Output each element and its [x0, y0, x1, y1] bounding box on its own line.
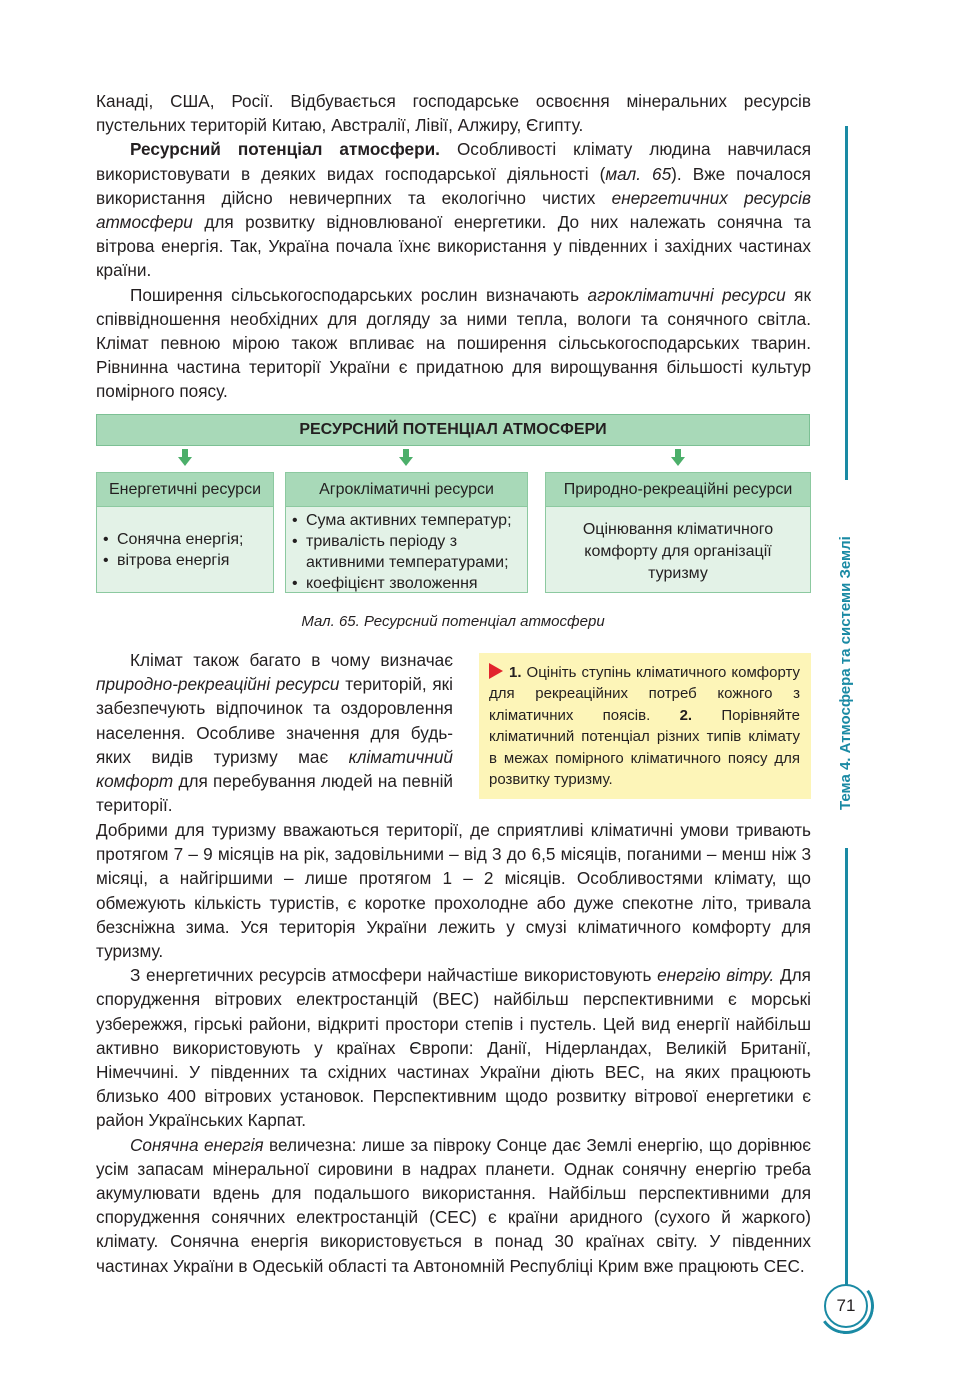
figure-caption: Мал. 65. Ресурсний потенціал атмосфери [301, 613, 605, 630]
arrow-down-icon [399, 449, 413, 467]
diagram-box-recreation [545, 472, 811, 593]
diagram-box-energy [96, 472, 274, 593]
figure-ref: мал. 65 [605, 163, 672, 184]
diagram-title: РЕСУРСНИЙ ПОТЕНЦІАЛ АТМОСФЕРИ [96, 414, 810, 446]
side-topic-label: Тема 4. Атмосфера та системи Землі [837, 536, 854, 810]
arrow-down-icon [671, 449, 685, 467]
paragraph-2: Ресурсний потенціал атмосфери. Особливості клімату людина навчилася використовувати в деяких видах господарської діяльності (мал. 65). Вже почалося використання дійсно невичерпних та екологічно чистих енергетичних ресурсів атмосфери для розвитку відновлюваної енергетики. До них належать сонячна та вітрова енергія. Так, Україна почала їхнє використання у південних і західних частинах країни. [96, 139, 811, 281]
top-text-block [96, 89, 811, 404]
side-divider [845, 848, 848, 1288]
paragraph-5: З енергетичних ресурсів атмосфери найчастіше використовують енергію вітру. Для спорудження вітрових електростанцій (ВЕС) найбільш перспективними є морські узбережжя, гірські райони, відкриті простори степів і пустель. Цей вид енергії найбільш активно використовують у країнах Європи: Данії, Нідерландах, Великій Британії, Німеччині. У південних та східних частинах України діють ВЕС, на яких працюють близько 400 вітрових установок. Перспективним щодо розвитку вітрової енергетики є район Українських Карпат. [96, 965, 811, 1131]
list-item: • Сонячна енергія; [97, 529, 273, 550]
box-body [97, 507, 273, 571]
side-divider [845, 126, 848, 480]
task-box: 1. Оцініть ступінь кліматичного комфорту для рекреаційних потреб кожного з кліматичних поясів. 2. Порівняйте кліматичний потенціал різних типів клімату в межах помірного кліматичного поясу для розвитку туризму. [479, 653, 811, 799]
arrow-down-icon [178, 449, 192, 467]
task-marker-icon [489, 663, 503, 679]
bottom-text-block [96, 818, 811, 1278]
paragraph-4-end: Добрими для туризму вважаються території, де сприятливі кліматичні умови тривають протягом 7 – 9 місяців на рік, задовільними – від 3 до 6,5 місяців, поганими – менш ніж 3 місяці, а найгіршими – лише протягом 1 – 2 місяців. Особливостями клімату, що обмежують кількість туристів, є коротке прохолодне або дуже спекотне літо, тривала безсніжна зима. Уся територія України лежить у смузі кліматичного комфорту для туризму. [96, 820, 811, 962]
diagram-box-agro [285, 472, 528, 593]
paragraph-6: Сонячна енергія величезна: лише за півроку Сонце дає Землі енергію, що дорівнює усім запасам мінеральної сировини в надрах планети. Однак сонячну енергію треба акумулювати вдень для подальшого використання. Найбільш перспективними для спорудження сонячних електростанцій (СЕС) є країни аридного (сухого й жаркого) клімату. Сонячна енергія використовується в понад 30 країнах світу. У південних частинах України в Одеській області та Автономній Республіці Крим вже працюють СЕС. [96, 1134, 811, 1276]
list-item: • коефіцієнт зволоження [286, 573, 527, 594]
box-header: Енергетичні ресурси [97, 473, 273, 507]
list-item: • Сума активних температур; [286, 510, 527, 531]
paragraph-4-start: Клімат також багато в чому визначає природно-рекреаційні ресурси територій, які забезпечують відпочинок та оздоровлення населення. Особливе значення для будь-яких видів туризму має кліматичний комфорт для перебування людей на певній території. [96, 650, 453, 816]
page-number: 71 [824, 1284, 868, 1328]
heading-resource-potential: Ресурсний потенціал атмосфери. [130, 139, 440, 160]
paragraph-3: Поширення сільськогосподарських рослин визначають агрокліматичні ресурси як співвідношення необхідних для догляду за ними тепла, вологи та сонячного світла. Клімат певною мірою також впливає на поширення сільськогосподарських тварин. Рівнинна частина території України є придатною для вирощування більшості культур помірного поясу. [96, 284, 811, 402]
list-item: • вітрова енергія [97, 550, 273, 571]
box-body [286, 507, 527, 594]
wrapped-text-block [96, 648, 453, 817]
list-item: • тривалість періоду з активними температурами; [286, 531, 527, 573]
box-header: Природно-рекреаційні ресурси [546, 473, 810, 507]
paragraph-1: Канаді, США, Росії. Відбувається господарське освоєння мінеральних ресурсів пустельних територій Китаю, Австралії, Лівії, Алжиру, Єгипту. [96, 91, 811, 136]
box-body: Оцінювання кліматичного комфорту для організації туризму [582, 521, 774, 582]
box-header: Агрокліматичні ресурси [286, 473, 527, 507]
